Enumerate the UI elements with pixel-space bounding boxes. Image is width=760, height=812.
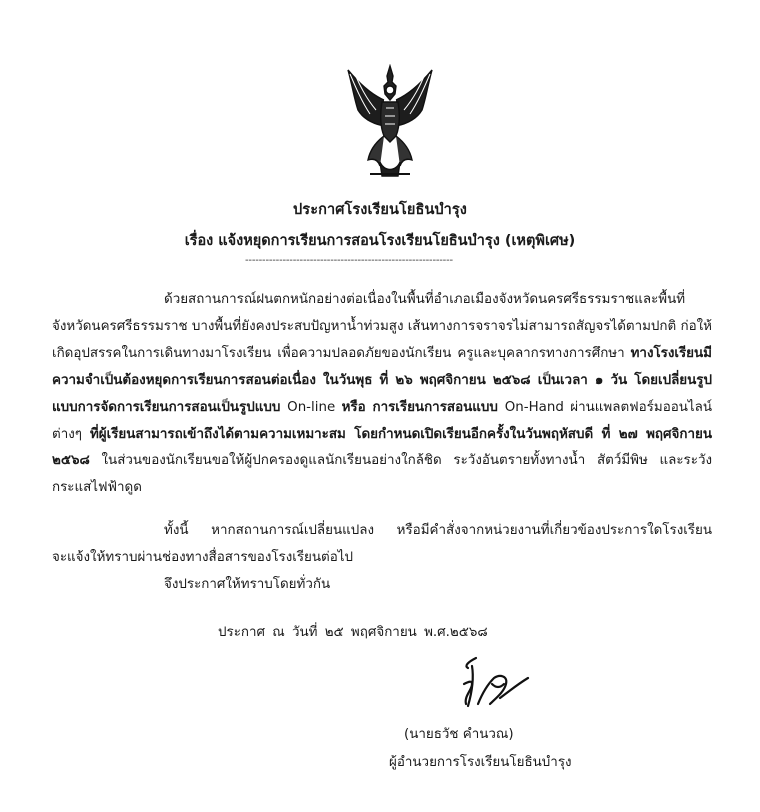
body-paragraph-2: ทั้งนี้ หากสถานการณ์เปลี่ยนแปลง หรือมีคำสั่งจากหน่วยงานที่เกี่ยวข้องประการใดโรงเรียนจะแจ้งให้ทราบผ่านช่องทางสื่อสารของโรงเรียนต่อไป xyxy=(52,523,712,566)
body-text: ในส่วนของนักเรียนขอให้ผู้ปกครองดูแลนักเรียนอย่างใกล้ชิด ระวังอันตรายทั้งทางน้ำ สัตว์มีพิษ และระวังกระแสไฟฟ้าดูด xyxy=(52,453,712,496)
announcement-body xyxy=(52,287,712,572)
body-text: On-line xyxy=(287,399,342,415)
body-bold-text: หรือ การเรียนการสอนแบบ xyxy=(341,399,505,415)
body-text: ด้วยสถานการณ์ฝนตกหนักอย่างต่อเนื่องในพื้นที่อำเภอเมืองจังหวัดนครศรีธรรมราชและพื้นที่จังหวัดนครศรีธรรมราช บางพื้นที่ยังคงประสบปัญหาน้ำท่วมสูง เส้นทางการจราจรไม่สามารถสัญจรได้ตามปกติ ก่อให้เกิดอุปสรรคในการเดินทางมาโรงเรียน เพื่อความปลอดภัยของนักเรียน ครูและบุคลากรทางการศึกษา xyxy=(52,292,713,361)
announcement-subject: เรื่อง แจ้งหยุดการเรียนการสอนโรงเรียนโยธินบำรุง (เหตุพิเศษ) xyxy=(184,233,576,249)
garuda-emblem-icon xyxy=(340,64,440,180)
body-paragraph-1 xyxy=(52,287,712,502)
body-bold-text: ทางโรงเรียนมีความจำเป็นต้องหยุดการเรียนการสอนต่อเนื่อง ในวันพุธ ที่ ๒๖ พฤศจิกายน ๒๕๖๘ เป็นเวลา ๑ วัน โดยเปลี่ยนรูปแบบการจัดการเรียนการสอนเป็นรูปแบบ xyxy=(52,345,712,415)
body-bold-text: ที่ผู้เรียนสามารถเข้าถึงได้ตามความเหมาะสม โดยกำหนดเปิดเรียนอีกครั้งในวันพฤหัสบดี ที่ ๒๗ พฤศจิกายน ๒๕๖๘ xyxy=(52,426,713,469)
signer-position: ผู้อำนวยการโรงเรียนโยธินบำรุง xyxy=(389,755,572,770)
closing-announcement: จึงประกาศให้ทราบโดยทั่วกัน xyxy=(164,577,331,592)
divider-line: ------------------------------------------------------------- xyxy=(245,255,453,266)
signature-icon xyxy=(442,654,552,716)
signer-name: (นายธวัช คำนวณ) xyxy=(404,727,514,742)
announcement-title: ประกาศโรงเรียนโยธินบำรุง xyxy=(293,202,467,218)
announcement-date: ประกาศ ณ วันที่ ๒๕ พฤศจิกายน พ.ศ.๒๕๖๘ xyxy=(218,625,488,640)
body-text: On-Hand ผ่านแพลตฟอร์มออนไลน์ต่างๆ xyxy=(52,399,713,442)
